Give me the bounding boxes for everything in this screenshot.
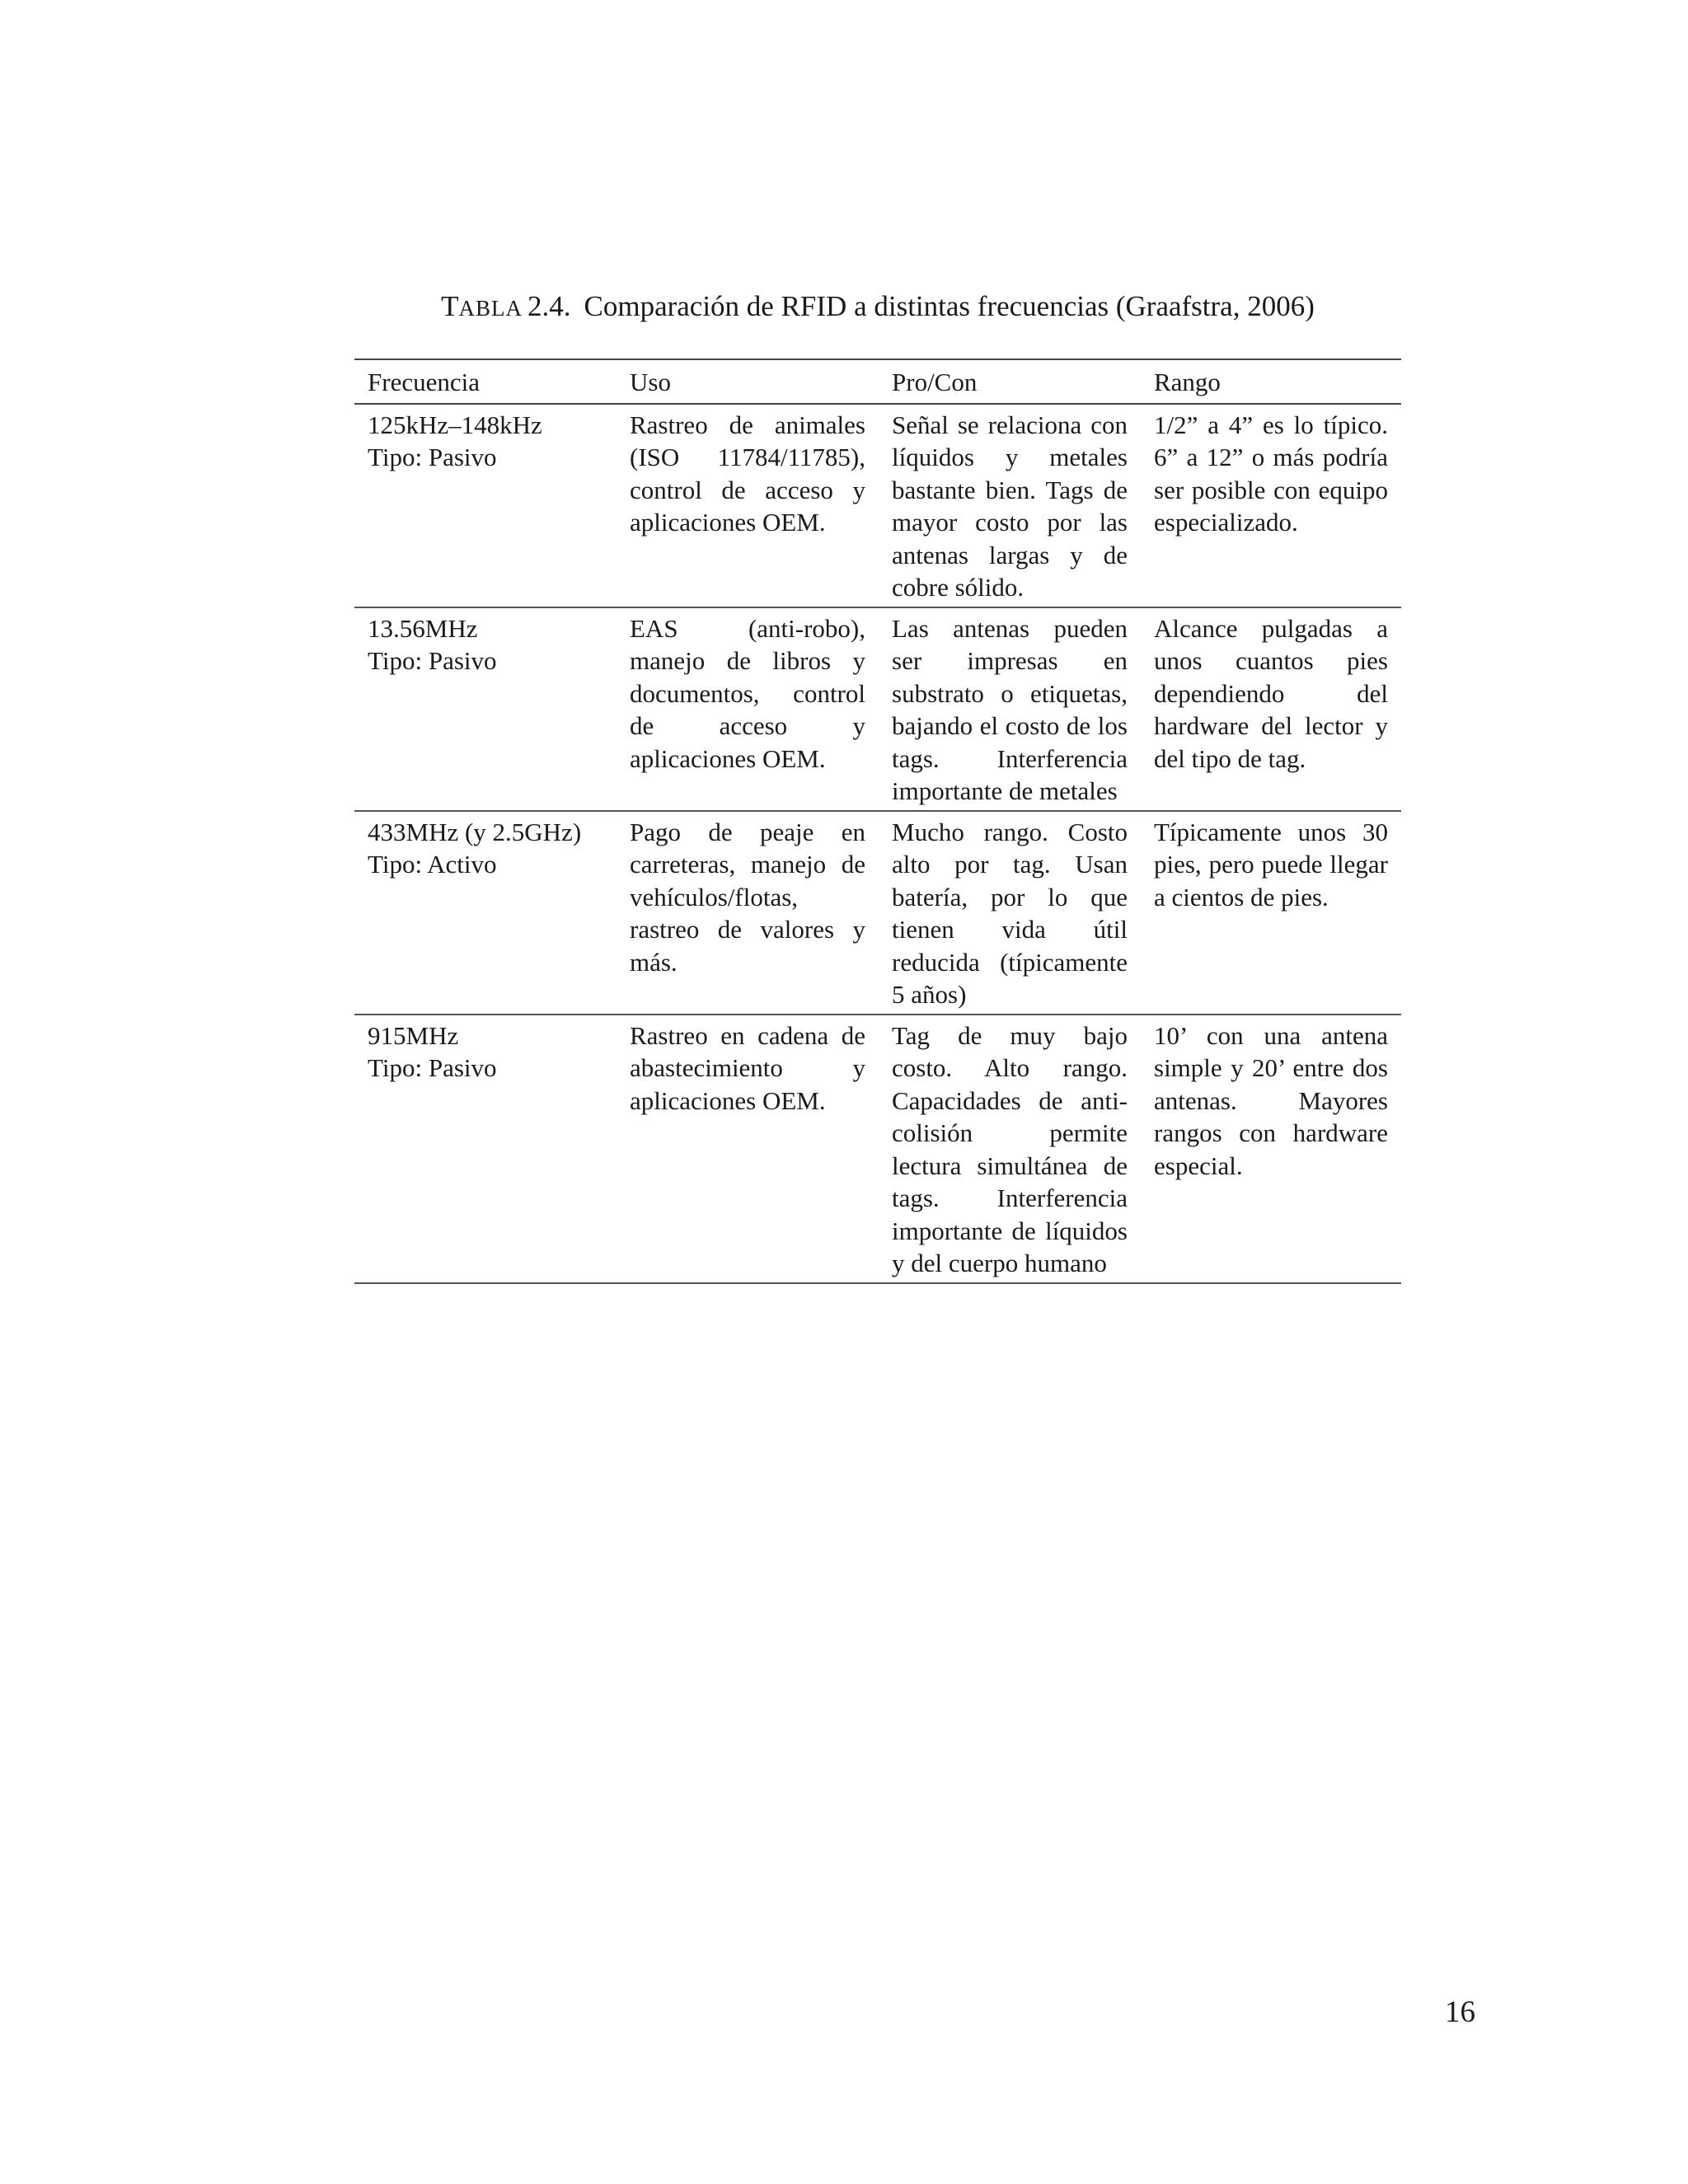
cell-procon: Mucho rango. Costo alto por tag. Usan batería, por lo que tienen vida útil reducida (típicamente 5 años) <box>879 811 1141 1015</box>
frequency-value: 433MHz (y 2.5GHz) <box>368 817 582 846</box>
frequency-value: 13.56MHz <box>368 613 478 643</box>
cell-rango: Alcance pulgadas a unos cuantos pies dependiendo del hardware del lector y del tipo de tag. <box>1141 607 1401 811</box>
caption-number: 2.4. <box>528 290 571 322</box>
caption-text: Comparación de RFID a distintas frecuencias (Graafstra, 2006) <box>584 290 1315 322</box>
tag-type: Tipo: Pasivo <box>368 1053 497 1082</box>
frequency-value: 125kHz–148kHz <box>368 410 542 439</box>
table-row <box>354 1015 1401 1283</box>
frequency-value: 915MHz <box>368 1020 459 1050</box>
cell-procon: Las antenas pueden ser impresas en substrato o etiquetas, bajando el costo de los tags. Interferencia importante de metales <box>879 607 1141 811</box>
rfid-frequency-table <box>354 359 1401 1284</box>
cell-uso: Rastreo en cadena de abastecimiento y aplicaciones OEM. <box>617 1015 879 1283</box>
cell-rango: Típicamente unos 30 pies, pero puede llegar a cientos de pies. <box>1141 811 1401 1015</box>
header-frecuencia: Frecuencia <box>354 359 617 404</box>
cell-rango: 10’ con una antena simple y 20’ entre dos antenas. Mayores rangos con hardware especial. <box>1141 1015 1401 1283</box>
table-caption <box>354 288 1401 326</box>
cell-rango: 1/2” a 4” es lo típico. 6” a 12” o más podría ser posible con equipo especializado. <box>1141 404 1401 607</box>
header-uso: Uso <box>617 359 879 404</box>
cell-frecuencia <box>354 811 617 1015</box>
tag-type: Tipo: Activo <box>368 850 497 879</box>
page-number: 16 <box>1445 1995 1475 2029</box>
cell-frecuencia <box>354 404 617 607</box>
cell-frecuencia <box>354 607 617 811</box>
cell-uso: EAS (anti-robo), manejo de libros y documentos, control de acceso y aplicaciones OEM. <box>617 607 879 811</box>
header-procon: Pro/Con <box>879 359 1141 404</box>
tag-type: Tipo: Pasivo <box>368 443 497 471</box>
table-header-row <box>354 359 1401 404</box>
cell-uso: Rastreo de animales (ISO 11784/11785), control de acceso y aplicaciones OEM. <box>617 404 879 607</box>
caption-label-initial: T <box>441 290 459 322</box>
cell-procon: Tag de muy bajo costo. Alto rango. Capacidades de anti-colisión permite lectura simultánea de tags. Interferencia importante de líquidos y del cuerpo humano <box>879 1015 1141 1283</box>
table-row <box>354 607 1401 811</box>
caption-label-rest: ABLA <box>458 296 523 321</box>
cell-uso: Pago de peaje en carreteras, manejo de vehículos/flotas, rastreo de valores y más. <box>617 811 879 1015</box>
table-row <box>354 404 1401 607</box>
table-row <box>354 811 1401 1015</box>
tag-type: Tipo: Pasivo <box>368 646 497 675</box>
cell-procon: Señal se relaciona con líquidos y metales bastante bien. Tags de mayor costo por las antenas largas y de cobre sólido. <box>879 404 1141 607</box>
header-rango: Rango <box>1141 359 1401 404</box>
cell-frecuencia <box>354 1015 617 1283</box>
